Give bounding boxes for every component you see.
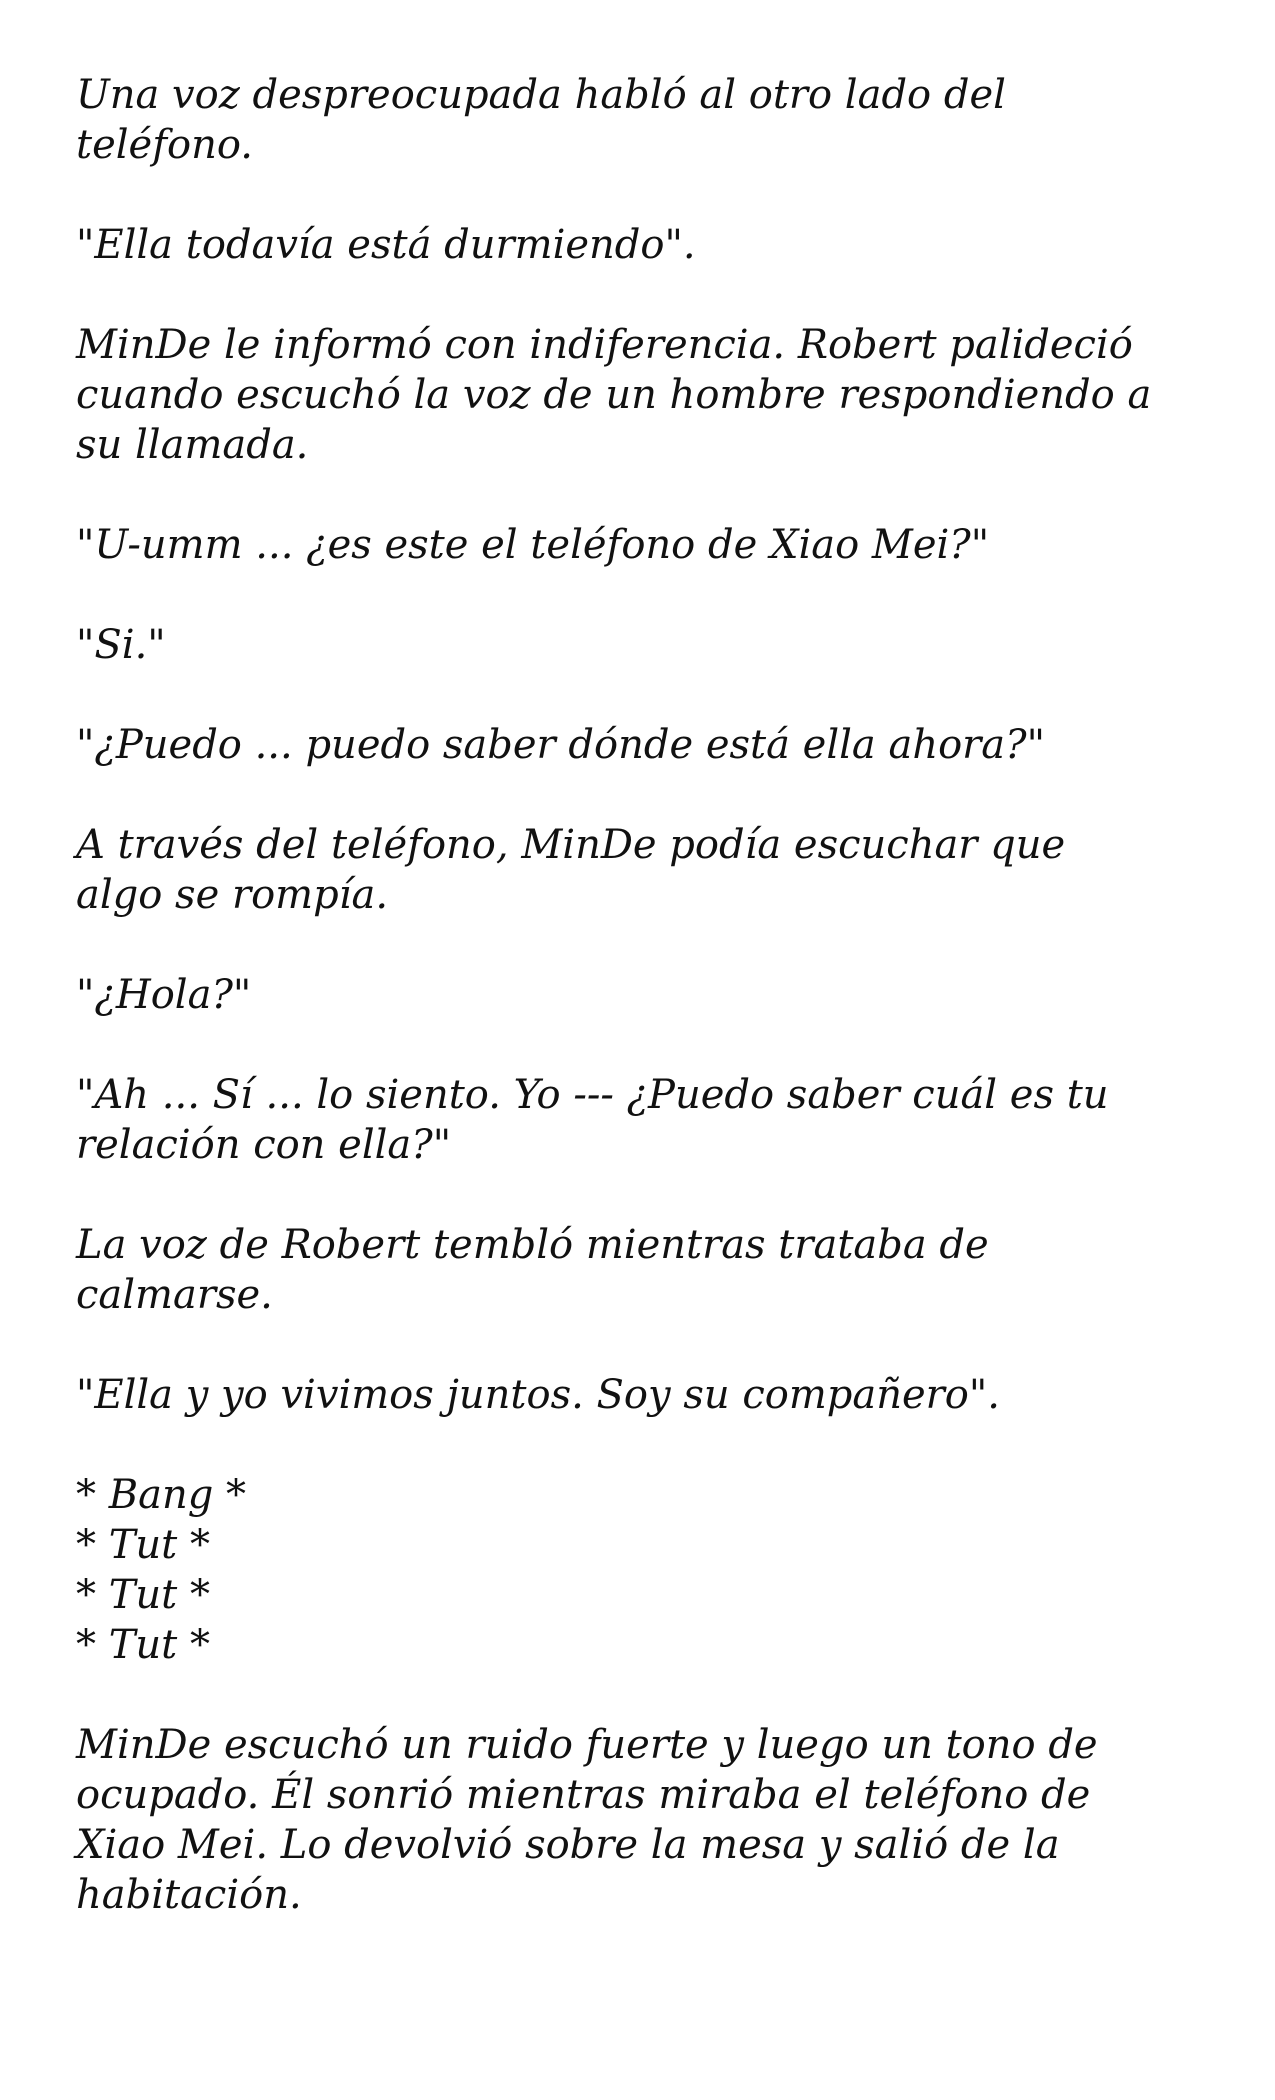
- text-line: MinDe escuchó un ruido fuerte y luego un tono de: [76, 1722, 1098, 1768]
- text-line: Xiao Mei. Lo devolvió sobre la mesa y salió de la: [76, 1822, 1060, 1868]
- text-line: La voz de Robert tembló mientras trataba de: [76, 1222, 989, 1268]
- story-text: [76, 70, 1236, 1970]
- paragraph-13: [76, 1720, 1236, 1920]
- text-line: Una voz despreocupada habló al otro lado del: [76, 72, 1006, 118]
- text-line: ocupado. Él sonrió mientras miraba el teléfono de: [76, 1772, 1091, 1818]
- paragraph-3: [76, 320, 1236, 470]
- text-line: "¿Hola?": [76, 972, 252, 1018]
- paragraph-5: [76, 620, 1236, 670]
- paragraph-6: [76, 720, 1236, 770]
- paragraph-1: [76, 70, 1236, 170]
- paragraph-7: [76, 820, 1236, 920]
- text-line: "U-umm ... ¿es este el teléfono de Xiao Mei?": [76, 522, 990, 568]
- paragraph-12: [76, 1470, 1236, 1670]
- paragraph-4: [76, 520, 1236, 570]
- text-line: "Ella y yo vivimos juntos. Soy su compañero".: [76, 1372, 1000, 1418]
- text-line: teléfono.: [76, 122, 253, 168]
- paragraph-10: [76, 1220, 1236, 1320]
- text-line: A través del teléfono, MinDe podía escuchar que: [76, 822, 1066, 868]
- text-line: habitación.: [76, 1872, 302, 1918]
- text-line: "Ah ... Sí ... lo siento. Yo --- ¿Puedo saber cuál es tu: [76, 1072, 1109, 1118]
- text-line: su llamada.: [76, 422, 309, 468]
- paragraph-9: [76, 1070, 1236, 1170]
- text-line: relación con ella?": [76, 1122, 452, 1168]
- text-line: * Tut *: [76, 1622, 210, 1668]
- text-line: "Si.": [76, 622, 166, 668]
- text-line: MinDe le informó con indiferencia. Robert palideció: [76, 322, 1133, 368]
- text-line: "Ella todavía está durmiendo".: [76, 222, 696, 268]
- text-line: * Tut *: [76, 1522, 210, 1568]
- paragraph-11: [76, 1370, 1236, 1420]
- text-line: "¿Puedo ... puedo saber dónde está ella ahora?": [76, 722, 1045, 768]
- text-line: * Bang *: [76, 1472, 247, 1518]
- text-line: cuando escuchó la voz de un hombre respondiendo a: [76, 372, 1152, 418]
- paragraph-2: [76, 220, 1236, 270]
- text-line: * Tut *: [76, 1572, 210, 1618]
- text-line: calmarse.: [76, 1272, 273, 1318]
- paragraph-8: [76, 970, 1236, 1020]
- text-line: algo se rompía.: [76, 872, 389, 918]
